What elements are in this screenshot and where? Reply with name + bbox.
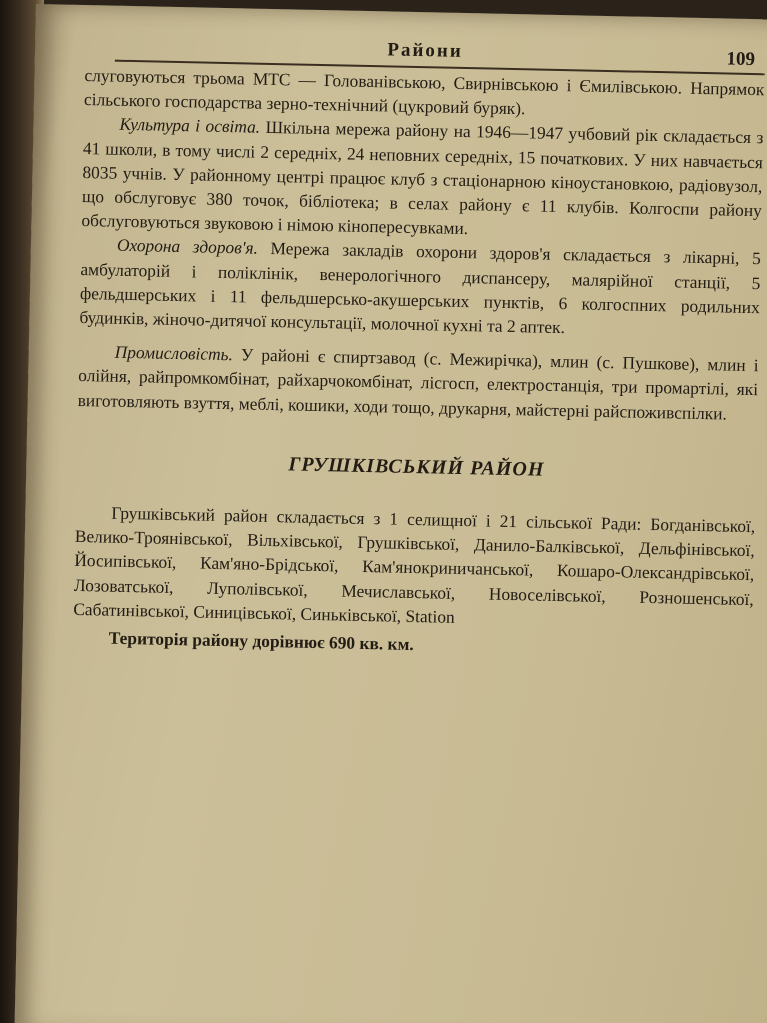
paragraph-district-intro: Грушківський район складається з 1 селищної і 21 сільської Ради: Богданівської, Велико-Троянівської, Вільхівської, Грушківської, Данило-Балківської, Дельфінівської, Йосипівської, Кам'яно-Брідської, Кам'янокриничанської, Кошаро-Олександрівської, Лозоватської, Луполівської, Мечиславської, Новоселівської, Розношенської, Сабатинівської, Синицівської, Синьківської, Station xyxy=(73,502,756,627)
page-number: 109 xyxy=(726,48,756,71)
section-title-industry: Промисловість. xyxy=(114,341,234,365)
district-title: ГРУШКІВСЬКИЙ РАЙОН xyxy=(288,453,545,481)
section-title-health: Охорона здоров'я. xyxy=(116,235,259,259)
health-text: Мережа закладів охорони здоров'я складається з лікарні, 5 амбулаторій і поліклінік, венерологічного диспансеру, малярійної станції, 5 фельдшерських і 11 фельдшерсько-акушерських пунктів, 6 колгоспних родильних будинків, жіночо-дитячої консультації, молочної кухні та 2 аптек. xyxy=(79,238,762,338)
body-text xyxy=(72,63,764,663)
paragraph-industry xyxy=(77,339,758,426)
paragraph-health xyxy=(79,232,761,343)
paragraph-territory: Територія району дорівнює 690 кв. км. xyxy=(108,627,414,655)
book-page xyxy=(14,4,767,1023)
paragraph-continuation: слуговуються трьома МТС — Голованівською, Свирнівською і Ємилівською. Напрямок сільського господарства зерно-технічний (цукровий буряк). xyxy=(83,65,765,119)
section-title-culture: Культура і освіта. xyxy=(119,114,261,138)
culture-text: Шкільна мережа району на 1946—1947 учбовий рік складається з 41 школи, в тому числі 2 середніх, 24 неповних середніх, 15 початкових. У них навчається 8035 учнів. У районному центрі працює клуб з стаціонарною кіноустановкою, радіовузол, що обслуговує 380 точок, бібліотека; в селах району є 11 клубів. Колгоспи району обслуговуються звуковою і німою кінопересувками. xyxy=(81,117,764,239)
page-content xyxy=(72,27,765,663)
running-title: Райони xyxy=(387,39,464,62)
industry-text: У районі є спиртзавод (с. Межирічка), млин (с. Пушкове), млин і олійня, райпромкомбінат, райхарчокомбінат, лісгосп, електростанція, три промартілі, які виготовляють взуття, меблі, кошики, ходи тощо, друкарня, майстерні райспоживспілки. xyxy=(77,344,759,424)
paragraph-culture xyxy=(81,111,763,246)
